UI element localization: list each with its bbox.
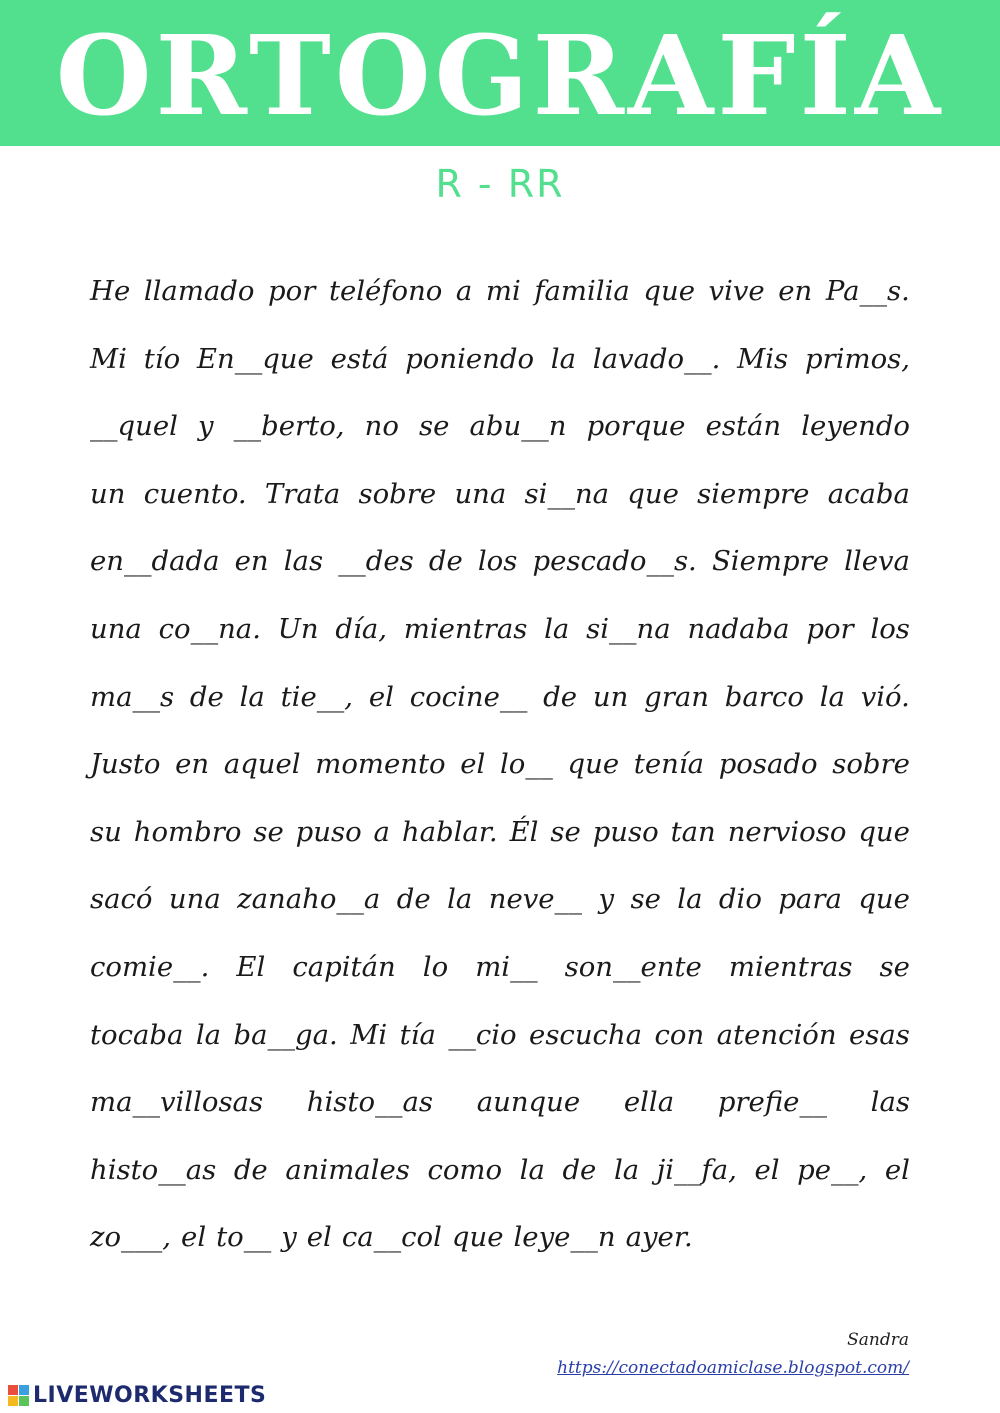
word: el	[460, 748, 486, 781]
blank-word[interactable]: si__na	[586, 612, 671, 645]
word: hombro	[133, 815, 242, 848]
blank-word[interactable]: ba__ga.	[233, 1018, 338, 1051]
blank-word[interactable]: __cio	[448, 1018, 517, 1051]
text-line	[90, 866, 910, 934]
word: puso	[295, 815, 362, 848]
word: nadaba	[687, 612, 790, 645]
blank-word[interactable]: pe__,	[797, 1153, 868, 1186]
word: sobre	[832, 748, 910, 781]
word: Mi	[350, 1018, 388, 1051]
blank-word[interactable]: zo___,	[90, 1221, 172, 1254]
word: El	[236, 950, 266, 983]
word: día,	[335, 612, 387, 645]
word: momento	[315, 748, 446, 781]
word: ella	[623, 1086, 675, 1119]
blog-link[interactable]: https://conectadoamiclase.blogspot.com/	[557, 1358, 909, 1378]
word: teléfono	[328, 275, 443, 307]
text-line	[90, 1002, 910, 1070]
logo-square	[19, 1385, 29, 1395]
word: la	[550, 342, 576, 375]
blank-word[interactable]: abu__n	[469, 410, 567, 443]
word: el	[754, 1153, 780, 1186]
text-line	[90, 1069, 910, 1137]
blank-word[interactable]: __des	[338, 545, 414, 578]
blank-word[interactable]: Pa__s.	[825, 275, 910, 307]
word: a	[373, 815, 390, 848]
word: la	[447, 883, 473, 916]
word: que	[858, 815, 910, 848]
word: primos,	[804, 342, 910, 375]
word: tocaba	[90, 1018, 184, 1051]
word: mientras	[728, 950, 853, 983]
blank-word[interactable]: ca__col	[341, 1221, 442, 1254]
word: que	[643, 275, 695, 307]
word: escucha	[529, 1018, 643, 1051]
word: para	[778, 883, 842, 916]
word: que	[567, 748, 620, 781]
word: poniendo	[405, 342, 535, 375]
blank-word[interactable]: to__	[216, 1221, 272, 1254]
word: las	[283, 545, 324, 578]
word: por	[806, 612, 854, 645]
blank-word[interactable]: tie__,	[280, 680, 353, 713]
text-line	[90, 664, 910, 732]
blank-word[interactable]: histo__as	[90, 1153, 217, 1186]
word: se	[550, 815, 581, 848]
liveworksheets-label: LIVEWORKSHEETS	[33, 1382, 267, 1408]
logo-square	[19, 1396, 29, 1406]
word: el	[368, 680, 394, 713]
word: la	[819, 680, 845, 713]
word: cuento.	[143, 477, 247, 510]
word: dio	[718, 883, 762, 916]
word: se	[419, 410, 450, 443]
word: se	[253, 815, 284, 848]
word: nervioso	[727, 815, 847, 848]
word: en	[778, 275, 813, 307]
text-line	[90, 461, 910, 529]
word: tan	[670, 815, 716, 848]
blank-word[interactable]: histo__as	[306, 1086, 434, 1119]
word: la	[544, 612, 570, 645]
blank-word[interactable]: __quel	[90, 410, 178, 443]
blank-word[interactable]: co__na.	[158, 612, 261, 645]
blank-word[interactable]: comie__.	[90, 950, 210, 983]
word: de	[428, 545, 463, 578]
blank-word[interactable]: mi__	[475, 950, 538, 983]
word: siempre	[697, 477, 810, 510]
page-subtitle: R - RR	[435, 162, 565, 206]
word: Trata	[264, 477, 341, 510]
word: está	[330, 342, 389, 375]
word: capitán	[292, 950, 396, 983]
word: a	[455, 275, 473, 307]
word: ayer.	[625, 1221, 693, 1254]
word: y	[281, 1221, 297, 1254]
text-line	[90, 596, 910, 664]
blank-word[interactable]: prefie__	[717, 1086, 827, 1119]
word: una	[454, 477, 507, 510]
text-line	[90, 528, 910, 596]
liveworksheets-logo-icon	[8, 1385, 29, 1406]
word: vió.	[860, 680, 910, 713]
text-line	[90, 731, 910, 799]
word: que	[627, 477, 679, 510]
word: de	[543, 680, 578, 713]
word: hablar.	[401, 815, 498, 848]
word: una	[90, 612, 142, 645]
blank-word[interactable]: leye__n	[513, 1221, 616, 1254]
word: por	[268, 275, 316, 307]
word: los	[477, 545, 518, 578]
text-line	[90, 1204, 910, 1272]
word: su	[90, 815, 122, 848]
word: sobre	[358, 477, 437, 510]
blank-word[interactable]: pescado__s.	[532, 545, 697, 578]
word: tío	[143, 342, 181, 375]
word: posado	[718, 748, 818, 781]
word: gran	[644, 680, 709, 713]
blank-word[interactable]: neve__	[488, 883, 583, 916]
blank-word[interactable]: en__dada	[90, 545, 220, 578]
word: una	[168, 883, 221, 916]
word: un	[90, 477, 126, 510]
word: y	[198, 410, 214, 443]
word: como	[427, 1153, 503, 1186]
word: el	[181, 1221, 207, 1254]
exercise-text	[90, 258, 910, 1272]
blank-word[interactable]: __berto,	[233, 410, 345, 443]
word: Él	[509, 815, 539, 848]
word: vive	[708, 275, 765, 307]
word: barco	[724, 680, 804, 713]
word: familia	[534, 275, 630, 307]
text-line	[90, 393, 910, 461]
word: de	[233, 1153, 268, 1186]
word: un	[592, 680, 629, 713]
word: con	[654, 1018, 705, 1051]
word: sacó	[90, 883, 153, 916]
word: Mis	[737, 342, 789, 375]
blank-word[interactable]: En__que	[196, 342, 314, 375]
word: leyendo	[801, 410, 910, 443]
word: de	[396, 883, 431, 916]
word: la	[519, 1153, 545, 1186]
word: los	[870, 612, 910, 645]
title-banner	[0, 0, 1000, 146]
word: la	[195, 1018, 222, 1051]
text-line	[90, 258, 910, 326]
word: y	[598, 883, 615, 916]
word: que	[451, 1221, 504, 1254]
word: esas	[849, 1018, 910, 1051]
text-line	[90, 934, 910, 1002]
word: animales	[285, 1153, 410, 1186]
word: las	[870, 1086, 910, 1119]
word: la	[613, 1153, 640, 1186]
word: tenía	[633, 748, 705, 781]
logo-square	[8, 1385, 18, 1395]
word: acaba	[827, 477, 910, 510]
logo-square	[8, 1396, 18, 1406]
word: tía	[399, 1018, 436, 1051]
word: puso	[592, 815, 659, 848]
word: la	[677, 883, 703, 916]
word: de	[562, 1153, 597, 1186]
text-line	[90, 799, 910, 867]
blank-word[interactable]: ma__villosas	[90, 1086, 264, 1119]
word: Justo	[90, 748, 161, 781]
blank-word[interactable]: zanaho__a	[237, 883, 381, 916]
word: Un	[277, 612, 319, 645]
word: atención	[716, 1018, 837, 1051]
word: el	[884, 1153, 910, 1186]
word: Siempre	[711, 545, 829, 578]
word: no	[364, 410, 399, 443]
word: He	[90, 275, 131, 307]
word: lo	[422, 950, 449, 983]
blank-word[interactable]: ji__fa,	[656, 1153, 737, 1186]
blank-word[interactable]: si__na	[524, 477, 610, 510]
liveworksheets-brand	[8, 1381, 266, 1409]
blank-word[interactable]: ma__s	[90, 680, 175, 713]
word: en	[175, 748, 210, 781]
word: mientras	[403, 612, 528, 645]
word: llamado	[143, 275, 255, 307]
blank-word[interactable]: lo__	[500, 748, 553, 781]
word: aquel	[223, 748, 301, 781]
word: de	[189, 680, 224, 713]
word: están	[705, 410, 782, 443]
word: que	[858, 883, 910, 916]
page-title: ORTOGRAFÍA	[55, 11, 945, 140]
word: mi	[485, 275, 521, 307]
word: el	[306, 1221, 332, 1254]
word: la	[239, 680, 265, 713]
word: en	[234, 545, 269, 578]
word: lleva	[844, 545, 910, 578]
word: Mi	[90, 342, 127, 375]
word: porque	[586, 410, 686, 443]
text-line	[90, 326, 910, 394]
word: se	[879, 950, 910, 983]
author-name: Sandra	[847, 1330, 909, 1350]
word: aunque	[476, 1086, 581, 1119]
blank-word[interactable]: lavado__.	[592, 342, 721, 375]
text-line	[90, 1137, 910, 1205]
blank-word[interactable]: son__ente	[564, 950, 702, 983]
word: se	[630, 883, 661, 916]
blank-word[interactable]: cocine__	[409, 680, 528, 713]
